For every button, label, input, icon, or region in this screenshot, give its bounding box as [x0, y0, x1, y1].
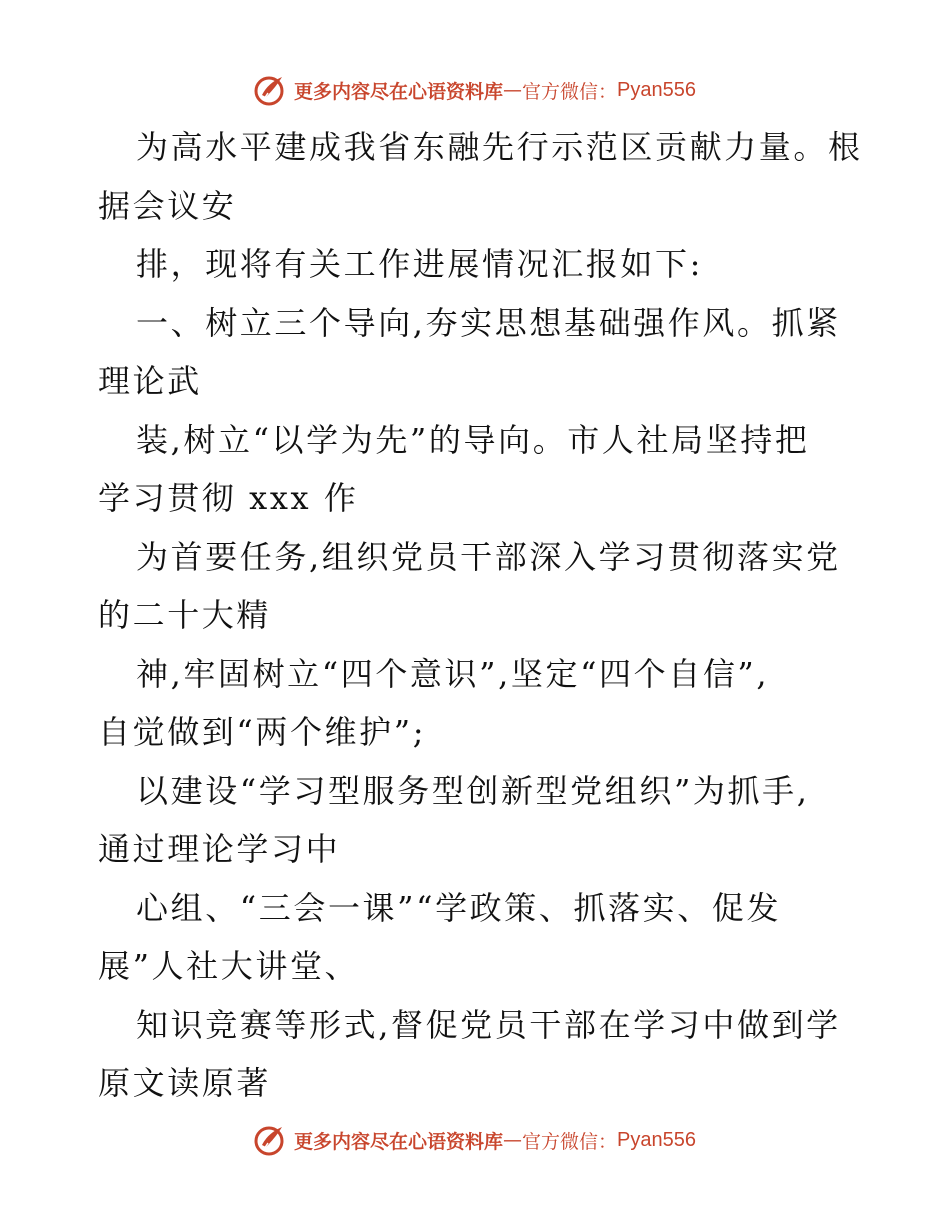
text-line: 自觉做到“两个维护”;	[98, 713, 427, 751]
text-line: 为高水平建成我省东融先行示范区贡献力量。根	[136, 128, 863, 166]
text-line: 一、树立三个导向,夯实思想基础强作风。抓紧	[136, 303, 841, 342]
pen-logo-icon	[254, 73, 288, 107]
watermark-header	[0, 70, 950, 110]
pen-logo-icon	[254, 1123, 288, 1157]
text-line: 心组、“三会一课”“学政策、抓落实、促发	[136, 888, 782, 927]
watermark-footer	[0, 1120, 950, 1160]
text-line: 据会议安	[98, 186, 237, 225]
text-line: 展”人社大讲堂、	[98, 947, 360, 985]
text-line: 神,牢固树立“四个意识”,坚定“四个自信”,	[136, 654, 770, 693]
watermark-separator: —	[503, 79, 523, 101]
watermark-contact-id: Pyan556	[617, 78, 696, 101]
text-line: 的二十大精	[98, 596, 272, 634]
text-line: 为首要任务,组织党员干部深入学习贯彻落实党	[136, 537, 841, 576]
text-line: 排，现将有关工作进展情况汇报如下:	[136, 245, 703, 283]
watermark-contact-label: 官方微信：	[522, 1130, 618, 1153]
text-line: 知识竞赛等形式,督促党员干部在学习中做到学	[136, 1005, 841, 1044]
body-text	[98, 118, 868, 1113]
watermark-contact-label: 官方微信：	[522, 80, 618, 103]
watermark-contact-id: Pyan556	[617, 1128, 696, 1151]
watermark-text: 更多内容尽在心语资料库	[294, 1130, 504, 1153]
text-line: 以建设“学习型服务型创新型党组织”为抓手,	[136, 771, 810, 810]
text-line: 原文读原著	[98, 1064, 272, 1102]
watermark-separator: —	[503, 1129, 523, 1151]
text-line: 通过理论学习中	[98, 830, 341, 868]
text-line: 装,树立“以学为先”的导向。市人社局坚持把	[136, 420, 810, 459]
text-line: 理论武	[98, 362, 202, 400]
text-line: 学习贯彻 xxx 作	[98, 479, 359, 517]
watermark-text: 更多内容尽在心语资料库	[294, 80, 504, 103]
